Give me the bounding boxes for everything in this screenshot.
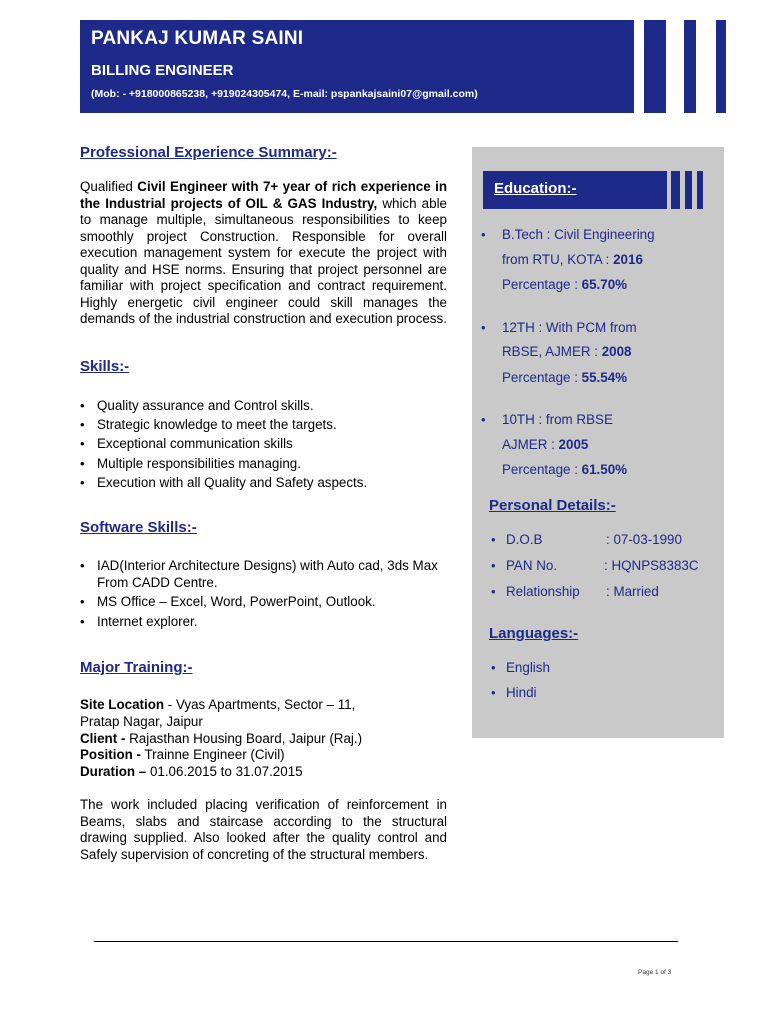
training-heading: Major Training:- <box>80 659 193 676</box>
bullet-icon: • <box>481 227 486 242</box>
duration-value: 01.06.2015 to 31.07.2015 <box>146 764 303 779</box>
summary-intro: Qualified <box>80 179 138 194</box>
twelfth-year: 2008 <box>601 344 632 359</box>
header-stripe-2 <box>684 20 696 113</box>
relationship-label: Relationship <box>506 584 580 599</box>
header-banner <box>80 20 634 113</box>
site-label: Site Location <box>80 697 165 712</box>
btech-institute: from RTU, KOTA : <box>502 252 614 267</box>
training-position <box>80 747 285 764</box>
skills-list <box>80 396 460 492</box>
software-heading: Software Skills:- <box>80 519 197 536</box>
tenth-line1: 10TH : from RBSE <box>502 412 613 427</box>
bullet-icon: • <box>491 584 496 599</box>
twelfth-line2 <box>502 344 632 359</box>
btech-pct-label: Percentage : <box>502 277 582 292</box>
summary-rest: which able to manage multiple, simultaneous responsibilities to keep smoothly project Construction. Responsible for overall execution management system for execute the project with quality and HSE norms. Ensuring that project personnel are familiar with project specification and contract requirement. Highly energetic civil engineer could skill manages the demands of the industrial construction and execution process. <box>80 195 448 326</box>
education-stripe-2 <box>685 171 692 209</box>
header-stripe-1 <box>644 20 666 113</box>
bullet-icon: • <box>481 412 486 427</box>
candidate-name: PANKAJ KUMAR SAINI <box>91 28 304 49</box>
bullet-icon: • <box>491 685 496 700</box>
contact-info: (Mob: - +918000865238, +919024305474, E-mail: pspankajsaini07@gmail.com) <box>91 88 478 100</box>
list-item: • MS Office – Excel, Word, PowerPoint, Outlook. <box>80 594 460 611</box>
summary-heading: Professional Experience Summary:- <box>80 144 337 161</box>
list-item: • Exceptional communication skills <box>80 434 460 453</box>
bullet-icon: • <box>481 320 486 335</box>
btech-pct: 65.70% <box>581 277 628 292</box>
summary-highlight: Civil Engineer with 7+ year of rich experience in the Industrial projects of OIL & GAS Industry, <box>80 179 447 211</box>
page-number: Page 1 of 3 <box>638 969 672 976</box>
btech-year: 2016 <box>613 252 643 267</box>
education-stripe-3 <box>697 171 703 209</box>
list-item: • Multiple responsibilities managing. <box>80 454 460 473</box>
tenth-year: 2005 <box>558 437 589 452</box>
btech-line2 <box>502 252 643 267</box>
twelfth-pct-label: Percentage : <box>502 370 582 385</box>
client-label: Client - <box>80 731 126 746</box>
position-label: Position - <box>80 747 141 762</box>
duration-label: Duration – <box>80 764 147 779</box>
language-item: English <box>506 660 550 675</box>
skills-heading: Skills:- <box>80 358 130 375</box>
btech-line1: B.Tech : Civil Engineering <box>502 227 655 242</box>
footer-divider <box>94 941 678 942</box>
twelfth-percentage <box>502 370 627 385</box>
training-site <box>80 697 355 714</box>
education-heading: Education:- <box>494 180 577 197</box>
list-item: • Strategic knowledge to meet the targets. <box>80 415 460 434</box>
bullet-icon: • <box>491 660 496 675</box>
software-list <box>80 558 460 630</box>
training-duration <box>80 764 303 781</box>
twelfth-line1: 12TH : With PCM from <box>502 320 637 335</box>
training-client <box>80 731 362 748</box>
header-stripe-3 <box>716 20 726 113</box>
tenth-line2 <box>502 437 588 452</box>
tenth-pct-label: Percentage : <box>502 462 582 477</box>
list-item: • IAD(Interior Architecture Designs) with Auto cad, 3ds Max From CADD Centre. <box>80 558 460 591</box>
list-item: • Quality assurance and Control skills. <box>80 396 460 415</box>
education-heading-bar <box>483 171 667 209</box>
languages-heading: Languages:- <box>489 625 579 642</box>
dob-label: D.O.B <box>506 532 543 547</box>
site-value: - Vyas Apartments, Sector – 11, <box>164 697 356 712</box>
twelfth-board: RBSE, AJMER : <box>502 344 602 359</box>
job-title: BILLING ENGINEER <box>91 62 234 79</box>
btech-percentage <box>502 277 627 292</box>
training-site-2: Pratap Nagar, Jaipur <box>80 714 203 729</box>
list-item: • Internet explorer. <box>80 614 460 631</box>
relationship-value: : Married <box>606 584 659 599</box>
dob-value: : 07-03-1990 <box>606 532 682 547</box>
education-stripe-1 <box>671 171 680 209</box>
list-item: • Execution with all Quality and Safety aspects. <box>80 473 460 492</box>
language-item: Hindi <box>506 685 537 700</box>
tenth-board: AJMER : <box>502 437 559 452</box>
tenth-percentage <box>502 462 627 477</box>
summary-paragraph <box>80 179 447 328</box>
twelfth-pct: 55.54% <box>581 370 628 385</box>
bullet-icon: • <box>491 532 496 547</box>
personal-heading: Personal Details:- <box>489 497 616 514</box>
pan-label: PAN No. <box>506 558 558 573</box>
client-value: Rajasthan Housing Board, Jaipur (Raj.) <box>125 731 363 746</box>
pan-value: : HQNPS8383C <box>604 558 699 573</box>
position-value: Trainne Engineer (Civil) <box>141 747 285 762</box>
training-description: The work included placing verification of reinforcement in Beams, slabs and staircase according to the structural drawing supplied. Also looked after the quality control and Safely supervision of concreting of the structural members. <box>80 797 447 862</box>
bullet-icon: • <box>491 558 496 573</box>
tenth-pct: 61.50% <box>581 462 628 477</box>
